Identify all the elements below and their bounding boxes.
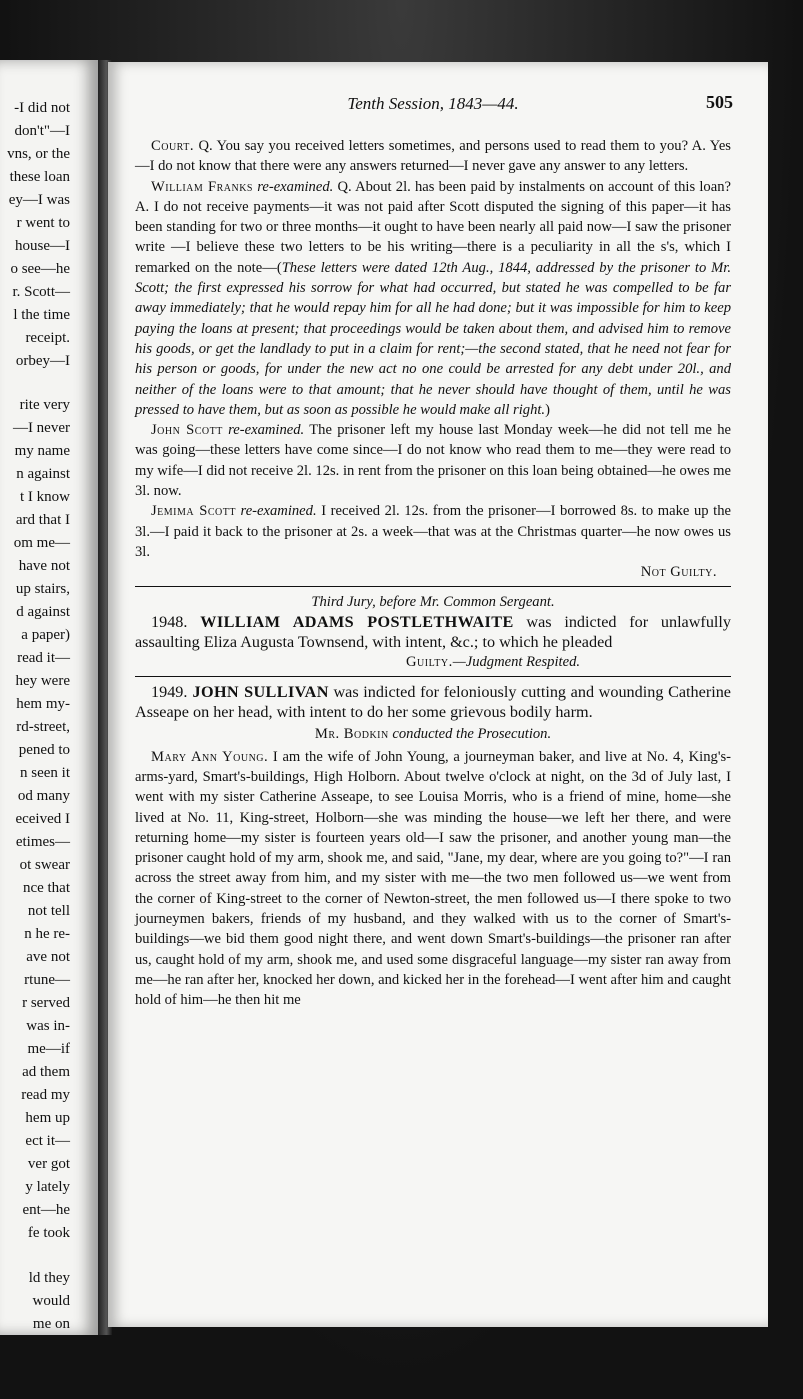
counsel-name: Mr. Bodkin	[314, 726, 389, 743]
left-page-line: fe took	[27, 1225, 70, 1241]
left-page-line: rtune—	[24, 972, 70, 988]
left-page-line: have not	[18, 558, 70, 574]
left-page-line: rd-street,	[16, 719, 70, 735]
left-page-line: ave not	[26, 949, 70, 965]
section-divider	[135, 676, 731, 677]
left-facing-page	[0, 60, 98, 1335]
left-page-line: receipt.	[25, 330, 70, 346]
left-page-line: pened to	[18, 742, 70, 758]
left-page-line: rite very	[19, 397, 70, 413]
left-page-line: ect it—	[25, 1133, 70, 1149]
left-page-line: ld they	[28, 1270, 70, 1286]
left-page-line: house—I	[15, 238, 70, 254]
counsel-role: conducted the Prosecution.	[388, 726, 552, 743]
case-number: 1949.	[151, 682, 188, 701]
left-page-line: r served	[22, 995, 70, 1011]
paragraph-text: I am the wife of John Young, a journeyman baker, and live at No. 4, King's-arms-yard, Smart's-buildings, High Holborn. About twelve o'clock at night, on the 3d of July last, I went with my sister Catherine Asseape, to see Louisa Morris, who is a friend of mine, home—she lived at No. 11, King-street, Holborn—she was minding the house—we left her there, and were returning home—my sister is fourteen years old—I saw the prisoner, and another young man—the prisoner caught hold of my arm, shook me, and said, "Jane, my dear, where are you going to?"—I ran across the street away from him, and my sister with me—the two men followed us—we went from the corner of King-street to the corner of Newton-street, the men followed us—I there spoke to two journeymen bakers, friends of my husband, and they walked with us to the corner of Smart's-buildings—we bid them good night there, and went down Smart's-buildings—the prisoner ran after us, caught hold of my arm, shook me, and used some disgraceful language—my sister ran away from me—he ran after her, knocked her down, and kicked her in the forehead—I went after him and caught hold of him—he then hit me	[135, 748, 731, 1009]
speaker-role: re-examined.	[222, 422, 305, 439]
left-page-line: y lately	[25, 1179, 70, 1195]
section-divider	[135, 586, 731, 587]
defendant-name: WILLIAM ADAMS POSTLETHWAITE	[187, 612, 514, 631]
running-head	[135, 92, 731, 122]
jury-heading: Third Jury, before Mr. Common Sergeant.	[311, 593, 555, 610]
left-page-line: me—if	[27, 1041, 70, 1057]
speaker-name: William Franks	[151, 178, 253, 195]
left-page-line: n against	[16, 466, 70, 482]
left-page-line: om me—	[13, 535, 70, 551]
verdict-sentence: —Judgment Respited.	[452, 654, 581, 671]
speaker-name: Court.	[151, 138, 195, 154]
page-content	[135, 92, 731, 1010]
left-page-line: n seen it	[20, 765, 70, 781]
left-page-line: nce that	[22, 880, 70, 896]
left-page-line: ard that I	[15, 512, 70, 528]
left-page-line: would	[32, 1293, 70, 1309]
left-page-line: hem my-	[16, 696, 70, 712]
indictment-text: was indicted for feloniously cutting and wounding Catherine Asseape on her head, with intent to do her some grievous bodily harm.	[135, 682, 731, 722]
speaker-role: re-examined.	[235, 503, 317, 520]
left-page-line: was in-	[26, 1018, 70, 1034]
prosecution-line	[135, 724, 731, 744]
paragraph-text: The prisoner left my house last Monday week—he did not tell me he was going—these letters have come since—I do not know who read them to me—they were read to my wife—I did not receive 2l. 12s. in rent from the prisoner on this loan being obtained—he owes me 3l. now.	[135, 422, 731, 500]
left-page-line: t I know	[20, 489, 70, 505]
paragraph-text: Q. About 2l. has been paid by instalments on account of this loan? A. I do not receive payments—it was not paid after Scott disputed the signing of this paper—it has been standing for two or three months—it ought to have been nearly all paid now—I saw the prisoner write —I believe these two letters to be his writing—there is a peculiarity in all the s's, which I remarked on the note—(	[135, 178, 731, 276]
speaker-name: Mary Ann Young.	[151, 748, 269, 765]
paragraph-john-scott	[135, 420, 731, 501]
left-page-line: d against	[16, 604, 70, 620]
left-page-line: vns, or the	[7, 146, 70, 162]
left-page-line: etimes—	[15, 834, 70, 850]
letters-description: These letters were dated 12th Aug., 1844, addressed by the prisoner to Mr. Scott; the first expressed his sorrow for what had occurred, but stated he was compelled to be far away immediately; that he would repay him for all he had done; but it was impossible for him to keep paying the loans at present; that proceedings would be taken about them, and advised him to remove his goods, or get the landlady to put in a claim for rent;—the second stated, that he need not fear for his person or goods, for under the new act no one could be arrested for any debt under 20l., and neither of the loans were to that amount; that he never should have thought of them, until he was pressed to have them, but as soon as possible he would make all right.	[135, 259, 731, 418]
left-page-line: my name	[14, 443, 70, 459]
left-page-line: ent—he	[22, 1202, 70, 1218]
page-number: 505	[706, 92, 733, 112]
left-page-line: a paper)	[21, 627, 70, 643]
paragraph-franks	[135, 177, 731, 421]
left-page-line: me on	[32, 1316, 70, 1332]
left-page-line: up stairs,	[15, 581, 70, 597]
paragraph-text: I received 2l. 12s. from the prisoner—I borrowed 8s. to make up the 3l.—I paid it back to the prisoner at 2s. a week—that was at the Christmas quarter—he now owes us 3l.	[135, 503, 731, 560]
paren-close: )	[545, 401, 550, 418]
paragraph-mary-ann-young	[135, 747, 731, 1011]
speaker-name: John Scott	[151, 422, 223, 439]
running-head-title: Tenth Session, 1843—44.	[347, 94, 519, 113]
left-page-line: read it—	[17, 650, 70, 666]
paragraph-text: Q. You say you received letters sometimes, and persons used to read them to you? A. Yes—I do not know that there were any answers returned—I never gave any answer to any letters.	[135, 138, 731, 175]
left-page-line: ver got	[27, 1156, 70, 1172]
speaker-role: re-examined.	[253, 178, 334, 195]
right-page	[108, 62, 768, 1327]
left-page-line: hey were	[15, 673, 70, 689]
left-page-line: r. Scott—	[12, 284, 70, 300]
verdict-label: Guilty.	[405, 654, 453, 671]
indictment-text: was indicted for unlawfully assaulting Eliza Augusta Townsend, with intent, &c.; to which he pleaded	[135, 612, 732, 652]
left-page-line: read my	[21, 1087, 70, 1103]
left-page-line: r went to	[16, 215, 70, 231]
case-1948	[135, 612, 731, 653]
paragraph-jemima-scott	[135, 501, 731, 562]
left-page-line: —I never	[12, 420, 70, 436]
left-page-line: eceived I	[15, 811, 70, 827]
verdict-guilty	[135, 652, 731, 672]
left-page-line: l the time	[13, 307, 70, 323]
left-page-line: orbey—I	[15, 353, 70, 369]
left-page-line: od many	[17, 788, 70, 804]
left-page-line: n he re-	[24, 926, 70, 942]
left-page-line: ey—I was	[8, 192, 70, 208]
left-page-line: don't"—I	[14, 123, 70, 139]
left-page-line: o see—he	[10, 261, 70, 277]
case-number: 1948.	[151, 612, 188, 631]
left-page-line: ot swear	[19, 857, 70, 873]
left-page-line: -I did not	[14, 100, 70, 116]
left-page-line: not tell	[27, 903, 70, 919]
defendant-name: JOHN SULLIVAN	[187, 682, 329, 701]
verdict-not-guilty: Not Guilty.	[640, 564, 717, 581]
left-page-line: ad them	[22, 1064, 70, 1080]
case-1949	[135, 682, 731, 723]
left-page-line: these loan	[9, 169, 70, 185]
left-page-line: hem up	[25, 1110, 70, 1126]
paragraph-court	[135, 136, 731, 177]
speaker-name: Jemima Scott	[151, 503, 236, 520]
